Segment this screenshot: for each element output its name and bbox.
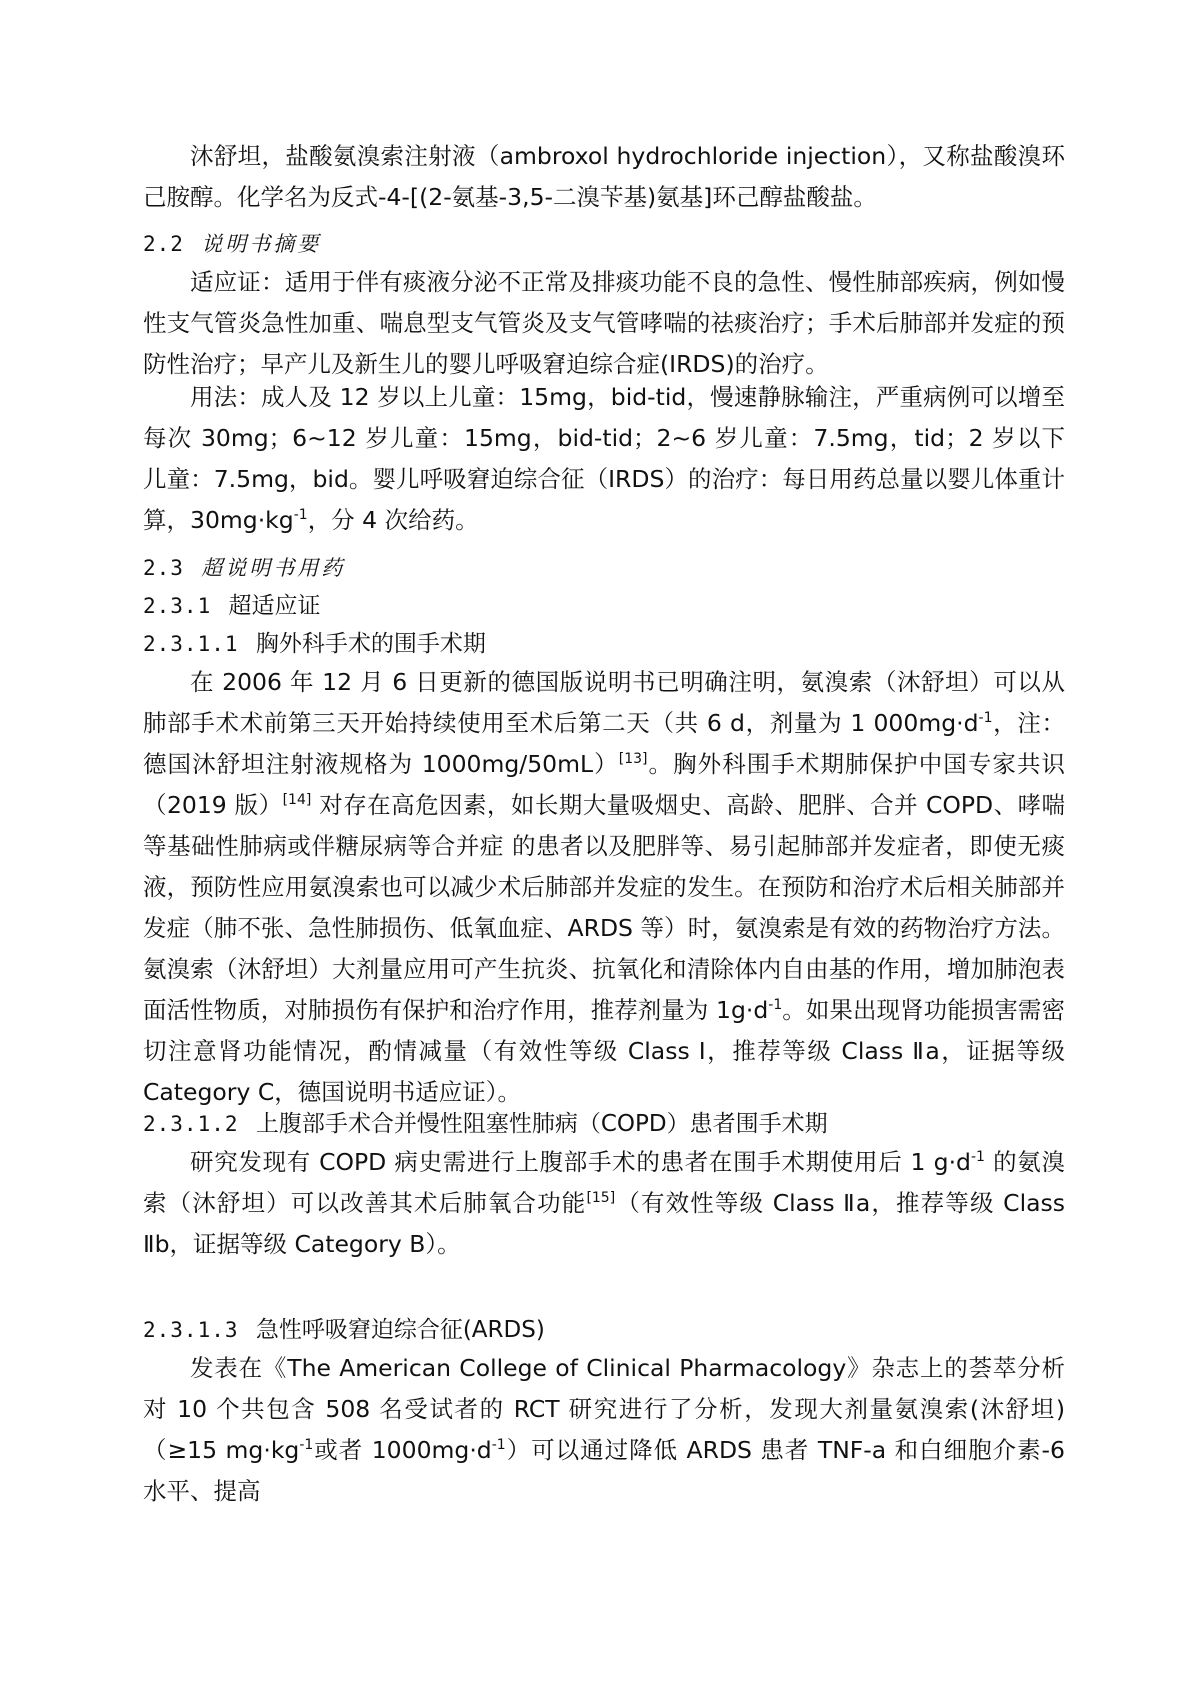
thoracic-surgery-paragraph bbox=[143, 662, 1065, 1113]
citation-13: [13] bbox=[618, 751, 648, 768]
section-heading-2-3-1-1 bbox=[143, 624, 1065, 664]
superscript: -1 bbox=[970, 1149, 985, 1166]
section-title: 上腹部手术合并慢性阻塞性肺病（COPD）患者围手术期 bbox=[255, 1111, 828, 1137]
section-number: 2.2 bbox=[143, 232, 184, 256]
body-text: 对存在高危因素，如长期大量吸烟史、高龄、肥胖、合并 COPD、哮喘等基础性肺病或伴糖尿病等合并症 的患者以及肥胖等、易引起肺部并发症者，即使无痰液，预防性应用氨溴索也可以减少术后肺部并发症的发生。在预防和治疗术后相关肺部并发症（肺不张、急性肺损伤、低氧血症、ARDS 等）时，氨溴索是有效的药物治疗方法。氨溴索（沐舒坦）大剂量应用可产生抗炎、抗氧化和清除体内自由基的作用，增加肺泡表面活性物质，对肺损伤有保护和治疗作用，推荐剂量为 1g·d bbox=[143, 791, 1065, 1024]
section-number: 2.3.1.2 bbox=[143, 1112, 239, 1136]
section-title: 超说明书用药 bbox=[201, 556, 346, 580]
superscript: -1 bbox=[978, 710, 993, 727]
body-text: 。胸外科围手术期肺保护中国专家共识（2019 版） bbox=[143, 750, 1066, 819]
section-heading-2-3-1 bbox=[143, 586, 1065, 626]
section-title: 急性呼吸窘迫综合征(ARDS) bbox=[255, 1317, 545, 1343]
section-heading-2-3 bbox=[143, 548, 1065, 588]
section-number: 2.3.1.1 bbox=[143, 632, 239, 656]
section-title: 超适应证 bbox=[228, 593, 321, 619]
superscript: -1 bbox=[293, 507, 308, 524]
body-text: 发表在《The American College of Clinical Pharmacology》杂志上的荟萃分析对 10 个共包含 508 名受试者的 RCT 研究进行了分析，发现大剂量氨溴索(沐舒坦)（≥15 mg·kg bbox=[143, 1354, 1065, 1464]
body-text: ，注：德国沐舒坦注射液规格为 1000mg/50mL） bbox=[143, 709, 1066, 778]
section-heading-2-3-1-2 bbox=[143, 1104, 1065, 1144]
body-text: 在 2006 年 12 月 6 日更新的德国版说明书已明确注明，氨溴索（沐舒坦）可以从肺部手术术前第三天开始持续使用至术后第二天（共 6 d，剂量为 1 000mg·d bbox=[143, 668, 1065, 737]
section-title: 胸外科手术的围手术期 bbox=[255, 631, 486, 657]
body-text: ）可以通过降低 ARDS 患者 TNF-a 和白细胞介素-6 水平、提高 bbox=[143, 1436, 1065, 1505]
section-heading-2-2 bbox=[143, 224, 1065, 264]
body-text: 。如果出现肾功能损害需密切注意肾功能情况，酌情减量（有效性等级 Class Ⅰ，推荐等级 Class Ⅱa，证据等级 Category C，德国说明书适应证）。 bbox=[143, 996, 1065, 1106]
section-number: 2.3 bbox=[143, 556, 184, 580]
body-text: 或者 1000mg·d bbox=[313, 1436, 492, 1464]
body-text: （有效性等级 Class Ⅱa，推荐等级 Class Ⅱb，证据等级 Category B）。 bbox=[143, 1189, 1066, 1258]
superscript: -1 bbox=[299, 1437, 314, 1454]
usage-text-a: 用法：成人及 12 岁以上儿童：15mg，bid-tid，慢速静脉输注，严重病例可以增至每次 30mg；6~12 岁儿童：15mg，bid-tid；2~6 岁儿童：7.5mg，tid；2 岁以下儿童：7.5mg，bid。婴儿呼吸窘迫综合征（IRDS）的治疗：每日用药总量以婴儿体重计算，30mg·kg bbox=[143, 383, 1065, 534]
indications-paragraph: 适应证：适用于伴有痰液分泌不正常及排痰功能不良的急性、慢性肺部疾病，例如慢性支气管炎急性加重、喘息型支气管炎及支气管哮喘的祛痰治疗；手术后肺部并发症的预防性治疗；早产儿及新生儿的婴儿呼吸窘迫综合症(IRDS)的治疗。 bbox=[143, 268, 1065, 378]
section-heading-2-3-1-3 bbox=[143, 1310, 1065, 1350]
copd-paragraph bbox=[143, 1142, 1065, 1265]
section-number: 2.3.1 bbox=[143, 594, 212, 618]
citation-14: [14] bbox=[282, 792, 312, 809]
usage-text-b: ，分 4 次给药。 bbox=[307, 506, 479, 534]
ards-paragraph bbox=[143, 1348, 1065, 1512]
usage-paragraph bbox=[143, 377, 1065, 541]
body-text: 研究发现有 COPD 病史需进行上腹部手术的患者在围手术期使用后 1 g·d bbox=[190, 1148, 971, 1176]
section-title: 说明书摘要 bbox=[201, 232, 322, 256]
superscript: -1 bbox=[491, 1437, 506, 1454]
section-number: 2.3.1.3 bbox=[143, 1318, 239, 1342]
body-text: 的氨溴索（沐舒坦）可以改善其术后肺氧合功能 bbox=[143, 1148, 1065, 1217]
superscript: -1 bbox=[768, 997, 783, 1014]
citation-15: [15] bbox=[586, 1190, 616, 1207]
intro-paragraph: 沐舒坦，盐酸氨溴索注射液（ambroxol hydrochloride injection），又称盐酸溴环己胺醇。化学名为反式-4-[(2-氨基-3,5-二溴苄基)氨基]环己醇盐酸盐。 bbox=[143, 142, 1065, 211]
